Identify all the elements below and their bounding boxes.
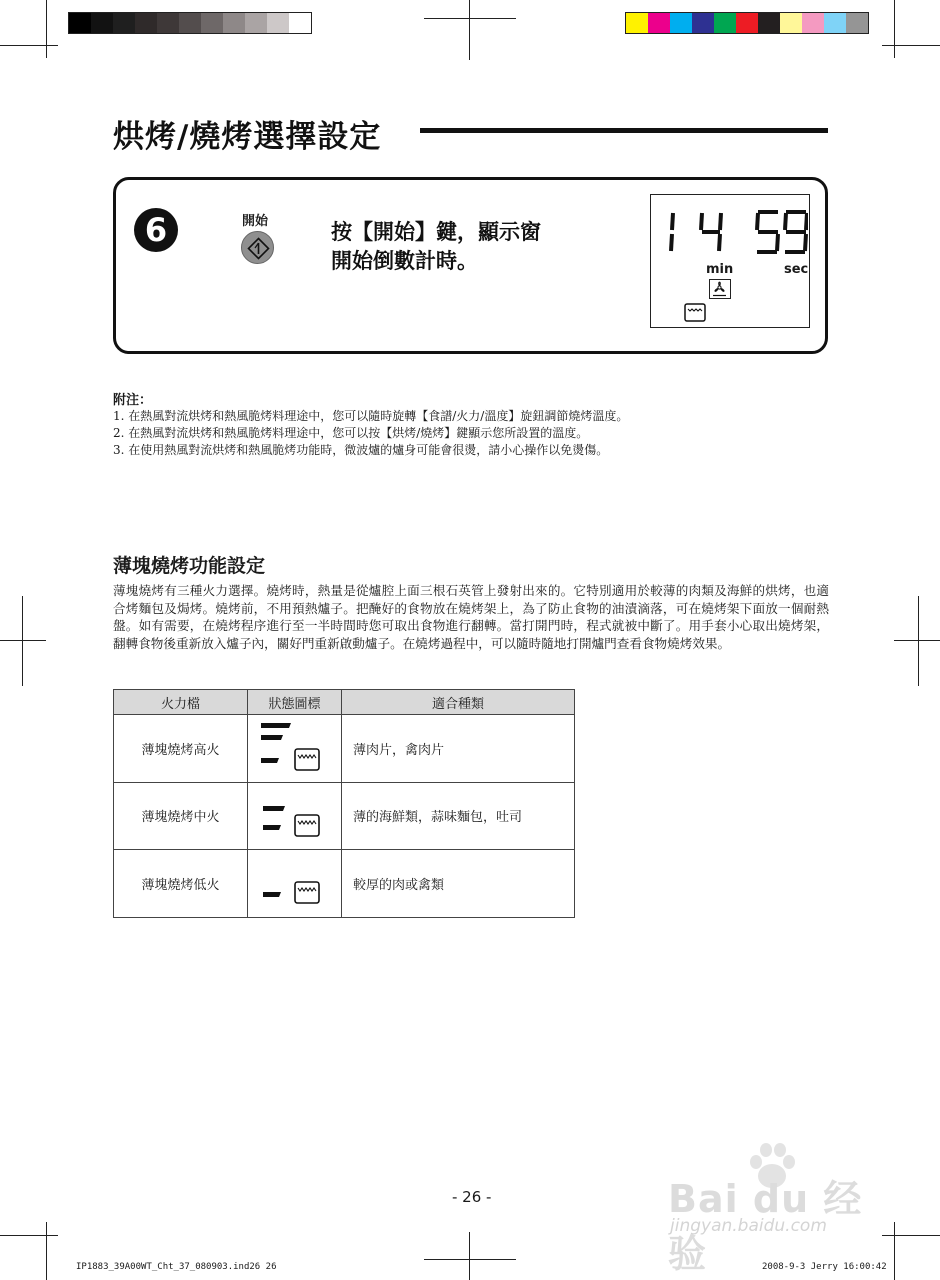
column-header-kinds: 適合種類 <box>342 690 575 715</box>
color-swatch <box>69 13 91 33</box>
notes-list <box>113 408 628 459</box>
crop-mark <box>469 0 470 60</box>
suitable-food-cell: 薄肉片，禽肉片 <box>342 715 575 783</box>
color-swatch <box>267 13 289 33</box>
status-icon-cell <box>248 782 342 850</box>
crop-mark <box>0 45 58 46</box>
crop-mark <box>0 640 46 641</box>
table-row <box>114 782 575 850</box>
lcd-segment <box>806 213 807 230</box>
table-row <box>114 715 575 783</box>
column-header-power: 火力檔 <box>114 690 248 715</box>
table-row <box>114 850 575 918</box>
crop-mark <box>894 640 940 641</box>
status-icon-cell <box>248 850 342 918</box>
color-swatch <box>824 13 846 33</box>
notes-heading: 附注： <box>113 393 153 408</box>
heat-bar <box>261 723 291 728</box>
grill-low-icon <box>259 850 331 916</box>
oven-icon <box>295 749 319 770</box>
color-swatch <box>802 13 824 33</box>
seconds-label: sec <box>784 262 809 277</box>
color-swatch <box>626 13 648 33</box>
lcd-segment <box>785 213 786 230</box>
column-header-icon: 狀態圖標 <box>248 690 342 715</box>
grill-power-table <box>113 689 575 918</box>
lcd-segment <box>720 213 721 230</box>
minutes-label: min <box>706 262 734 277</box>
grill-medium-icon <box>259 783 331 849</box>
suitable-food-cell: 薄的海鮮類，蒜味麵包，吐司 <box>342 782 575 850</box>
color-swatch <box>758 13 780 33</box>
color-swatch <box>648 13 670 33</box>
title-rule <box>420 128 828 133</box>
oven-grill-icon <box>684 303 706 322</box>
heat-bar <box>261 735 283 740</box>
countdown-digits <box>656 210 808 262</box>
note-item: 2. 在熱風對流烘烤和熱風脆烤料理途中，您可以按【烘烤/燒烤】鍵顯示您所設置的溫度。 <box>113 426 589 440</box>
section-title: 薄塊燒烤功能設定 <box>113 555 266 577</box>
step-instruction-line: 開始倒數計時。 <box>331 249 478 273</box>
crop-mark <box>22 596 23 686</box>
crop-mark <box>469 1232 470 1280</box>
crop-mark <box>0 1235 58 1236</box>
heat-bar <box>263 806 285 811</box>
gray-color-bar <box>68 12 312 34</box>
step-number-badge: 6 <box>134 208 178 252</box>
table-header-row <box>114 690 575 715</box>
crop-mark <box>894 0 895 58</box>
page-title: 烘烤/燒烤選擇設定 <box>113 119 382 155</box>
watermark-url: jingyan.baidu.com <box>670 1216 827 1236</box>
color-swatch <box>780 13 802 33</box>
crop-mark <box>894 1222 895 1280</box>
lcd-segment <box>671 234 672 251</box>
section-body: 薄塊燒烤有三種火力選擇。燒烤時，熱量是從爐腔上面三根石英管上發射出來的。它特別適用於較薄的肉類及海鮮的烘烤，也適合烤麵包及焗烤。燒烤前，不用預熱爐子。把醃好的食物放在燒烤架上，為了防止食物的油漬滴落，可在燒烤架下面放一個耐熱盤。如有需要，在燒烤程序進行至一半時間時您可取出食物進行翻轉。當打開門時，程式就被中斷了。用手套小心取出燒烤架，翻轉食物後重新放入爐子內，關好門重新啟動爐子。在燒烤過程中，可以隨時隨地打開爐門查看食物燒烤效果。 <box>113 583 829 651</box>
color-swatch <box>846 13 868 33</box>
power-level-cell: 薄塊燒烤低火 <box>114 850 248 918</box>
status-icon-cell <box>248 715 342 783</box>
crop-mark <box>46 1222 47 1280</box>
color-swatch <box>714 13 736 33</box>
color-swatch <box>91 13 113 33</box>
power-level-cell: 薄塊燒烤中火 <box>114 782 248 850</box>
footer-timestamp: 2008-9-3 Jerry 16:00:42 <box>762 1262 887 1272</box>
crop-mark <box>424 1259 516 1260</box>
heat-bar <box>263 825 281 830</box>
power-level-cell: 薄塊燒烤高火 <box>114 715 248 783</box>
lcd-segment <box>805 234 806 251</box>
step-instruction <box>331 218 541 276</box>
convection-fan-icon <box>709 279 731 299</box>
process-color-bar <box>625 12 869 34</box>
note-item: 3. 在使用熱風對流烘烤和熱風脆烤功能時，微波爐的爐身可能會很燙，請小心操作以免燙傷。 <box>113 443 609 457</box>
crop-mark <box>918 596 919 686</box>
heat-bar <box>263 892 281 897</box>
color-swatch <box>736 13 758 33</box>
grill-high-icon <box>259 715 331 781</box>
lcd-segment <box>757 213 758 230</box>
footer-file-info: IP1883_39A00WT_Cht_37_080903.ind26 26 <box>76 1262 277 1272</box>
heat-bar <box>261 758 279 763</box>
lcd-segment <box>701 213 702 230</box>
color-swatch <box>157 13 179 33</box>
color-swatch <box>201 13 223 33</box>
color-swatch <box>113 13 135 33</box>
color-swatch <box>692 13 714 33</box>
lcd-segment <box>672 213 673 230</box>
oven-icon <box>295 882 319 903</box>
color-swatch <box>670 13 692 33</box>
crop-mark <box>882 45 940 46</box>
start-button-label: 開始 <box>242 214 269 229</box>
page-number: - 26 - <box>452 1188 492 1206</box>
color-swatch <box>223 13 245 33</box>
color-swatch <box>135 13 157 33</box>
oven-icon <box>295 815 319 836</box>
lcd-segment <box>777 234 778 251</box>
crop-mark <box>882 1235 940 1236</box>
crop-mark <box>424 18 516 19</box>
color-swatch <box>245 13 267 33</box>
color-swatch <box>289 13 311 33</box>
crop-mark <box>46 0 47 58</box>
suitable-food-cell: 較厚的肉或禽類 <box>342 850 575 918</box>
note-item: 1. 在熱風對流烘烤和熱風脆烤料理途中，您可以隨時旋轉【食譜/火力/溫度】旋鈕調節燒烤溫度。 <box>113 409 629 423</box>
lcd-segment <box>719 234 720 251</box>
watermark-brand: Bai du 经验 <box>668 1177 863 1276</box>
color-swatch <box>179 13 201 33</box>
start-button[interactable] <box>241 231 274 264</box>
step-instruction-line: 按【開始】鍵，顯示窗 <box>331 220 541 244</box>
start-diamond-icon <box>247 237 270 260</box>
